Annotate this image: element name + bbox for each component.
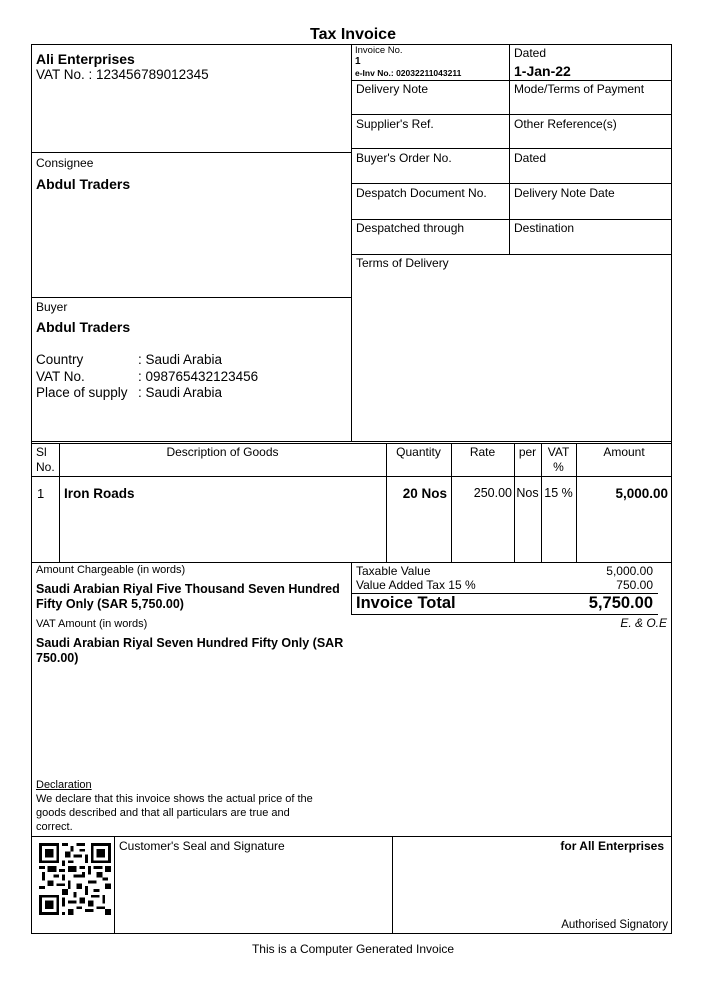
- divider: [31, 152, 351, 153]
- declaration-line2: goods described and that all particulars are true and: [36, 807, 290, 819]
- divider: [451, 443, 452, 562]
- divider: [31, 441, 672, 442]
- row-amount: 5,000.00: [615, 486, 668, 501]
- customer-seal-label: Customer's Seal and Signature: [119, 839, 285, 853]
- row-sl: 1: [37, 486, 45, 501]
- divider: [351, 148, 672, 149]
- vat-total-label: Value Added Tax 15 %: [356, 578, 476, 592]
- buyer-vat-label: VAT No.: [36, 369, 85, 384]
- amount-words-line2: Fifty Only (SAR 5,750.00): [36, 597, 184, 611]
- buyer-vat: : 098765432123456: [138, 369, 259, 384]
- vat-total-value: 750.00: [616, 578, 653, 592]
- header-sl: Sl: [36, 445, 47, 459]
- amount-words-label: Amount Chargeable (in words): [36, 564, 186, 576]
- vat-words-line2: 750.00): [36, 651, 79, 665]
- buyer-country-label: Country: [36, 352, 84, 367]
- amount-words-line1: Saudi Arabian Riyal Five Thousand Seven Hundred: [36, 582, 340, 596]
- terms-delivery-label: Terms of Delivery: [356, 256, 449, 270]
- buyer-name: Abdul Traders: [36, 319, 131, 335]
- divider: [392, 836, 393, 934]
- divider: [351, 80, 509, 81]
- buyers-order-label: Buyer's Order No.: [356, 151, 452, 165]
- declaration-label: Declaration: [36, 779, 92, 791]
- buyer-label: Buyer: [36, 300, 68, 314]
- delivery-note-date-label: Delivery Note Date: [514, 186, 615, 200]
- suppliers-ref-label: Supplier's Ref.: [356, 117, 434, 131]
- divider: [386, 443, 387, 562]
- divider: [576, 443, 577, 562]
- dated2-label: Dated: [514, 151, 547, 165]
- declaration-line3: correct.: [36, 821, 73, 833]
- delivery-note-label: Delivery Note: [356, 82, 429, 96]
- despatched-through-label: Despatched through: [356, 221, 465, 235]
- buyer-country: : Saudi Arabia: [138, 352, 223, 367]
- divider: [351, 183, 672, 184]
- divider: [351, 114, 672, 115]
- vat-words-line1: Saudi Arabian Riyal Seven Hundred Fifty Only (SAR: [36, 636, 344, 650]
- header-amount: Amount: [603, 445, 645, 459]
- consignee-name: Abdul Traders: [36, 176, 131, 192]
- dated-label: Dated: [514, 46, 547, 60]
- other-refs-label: Other Reference(s): [514, 117, 617, 131]
- declaration-line1: We declare that this invoice shows the actual price of the: [36, 793, 313, 805]
- destination-label: Destination: [514, 221, 575, 235]
- header-sl-no: No.: [36, 460, 55, 474]
- header-quantity: Quantity: [396, 445, 441, 459]
- divider: [351, 254, 672, 255]
- despatch-doc-label: Despatch Document No.: [356, 186, 487, 200]
- seller-vat: VAT No. : 123456789012345: [36, 67, 209, 82]
- computer-generated-note: This is a Computer Generated Invoice: [251, 942, 455, 956]
- header-per: per: [518, 445, 537, 459]
- divider: [114, 836, 115, 934]
- invoice-total-label: Invoice Total: [356, 594, 456, 612]
- buyer-supply-label: Place of supply: [36, 385, 128, 400]
- seller-name: Ali Enterprises: [36, 51, 135, 67]
- row-description: Iron Roads: [64, 486, 135, 501]
- header-rate: Rate: [469, 445, 496, 459]
- taxable-label: Taxable Value: [356, 564, 431, 578]
- invoice-no: 1: [355, 56, 361, 67]
- for-company: for All Enterprises: [560, 839, 664, 853]
- einv-no: e-Inv No.: 02032211043211: [355, 68, 462, 78]
- divider: [351, 219, 672, 220]
- row-per: Nos: [516, 486, 539, 500]
- divider: [31, 297, 351, 298]
- row-rate: 250.00: [473, 486, 512, 500]
- row-vat: 15 %: [544, 486, 573, 500]
- taxable-value: 5,000.00: [606, 564, 653, 578]
- consignee-label: Consignee: [36, 156, 94, 170]
- mode-terms-label: Mode/Terms of Payment: [514, 82, 645, 96]
- divider: [31, 836, 672, 837]
- divider: [59, 443, 60, 562]
- divider: [509, 80, 672, 81]
- divider: [351, 614, 658, 615]
- header-vat: VAT: [547, 445, 570, 459]
- header-vat-pct: %: [553, 460, 564, 474]
- vat-words-label: VAT Amount (in words): [36, 618, 148, 630]
- authorised-signatory: Authorised Signatory: [561, 919, 668, 931]
- page-title: Tax Invoice: [310, 26, 396, 43]
- divider: [509, 44, 510, 255]
- header-description: Description of Goods: [166, 445, 279, 459]
- divider: [514, 443, 515, 562]
- eoe: E. & O.E: [620, 616, 667, 630]
- dated-value: 1-Jan-22: [514, 63, 571, 79]
- divider: [351, 44, 352, 442]
- invoice-total-value: 5,750.00: [588, 594, 653, 612]
- qr-code-icon: [39, 843, 111, 915]
- buyer-supply: : Saudi Arabia: [138, 385, 223, 400]
- row-quantity: 20 Nos: [402, 486, 447, 501]
- invoice-no-label: Invoice No.: [355, 45, 403, 56]
- divider: [351, 562, 352, 615]
